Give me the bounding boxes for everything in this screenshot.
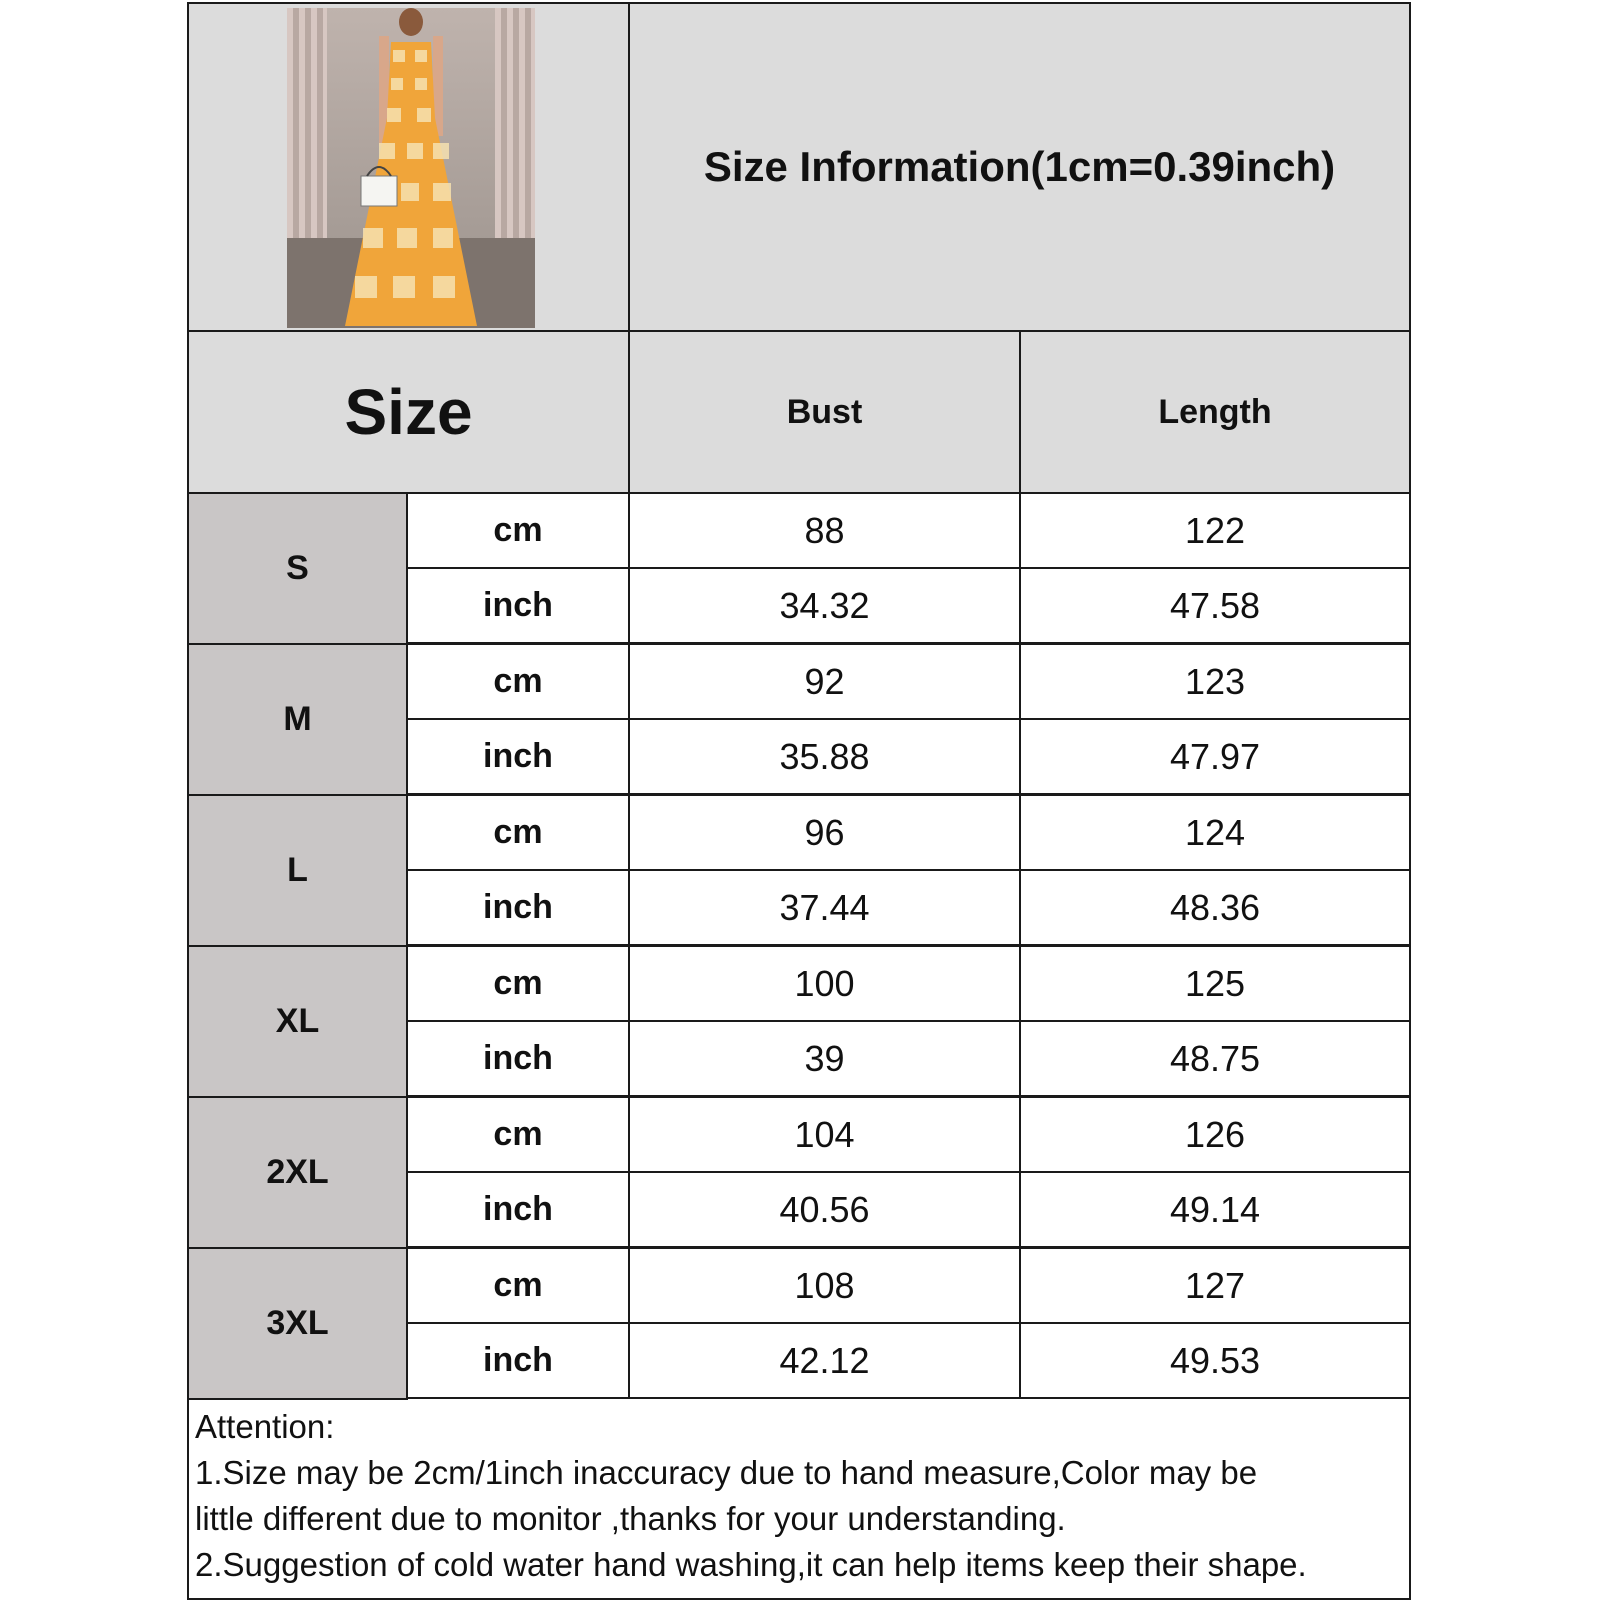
size-label: XL	[187, 945, 408, 1098]
length-value: 125	[1019, 945, 1411, 1022]
length-value: 49.14	[1019, 1171, 1411, 1248]
bust-value: 40.56	[628, 1171, 1021, 1248]
unit-label: inch	[406, 1020, 630, 1097]
bust-value: 88	[628, 492, 1021, 569]
size-information-title: Size Information(1cm=0.39inch)	[628, 2, 1411, 332]
length-header: Length	[1019, 330, 1411, 494]
attention-line-3: 2.Suggestion of cold water hand washing,it can help items keep their shape.	[195, 1546, 1307, 1583]
bust-value: 108	[628, 1247, 1021, 1324]
unit-label: cm	[406, 794, 630, 871]
size-chart	[187, 2, 1411, 1600]
length-value: 126	[1019, 1096, 1411, 1173]
length-value: 47.58	[1019, 567, 1411, 644]
bust-value: 92	[628, 643, 1021, 720]
length-value: 123	[1019, 643, 1411, 720]
length-value: 48.36	[1019, 869, 1411, 946]
bust-value: 100	[628, 945, 1021, 1022]
size-header: Size	[187, 330, 630, 494]
bust-value: 37.44	[628, 869, 1021, 946]
attention-line-1: 1.Size may be 2cm/1inch inaccuracy due to hand measure,Color may be	[195, 1454, 1258, 1491]
unit-label: inch	[406, 567, 630, 644]
attention-heading: Attention:	[195, 1408, 335, 1445]
size-label: S	[187, 492, 408, 645]
length-value: 49.53	[1019, 1322, 1411, 1399]
length-value: 122	[1019, 492, 1411, 569]
bust-value: 39	[628, 1020, 1021, 1097]
unit-label: cm	[406, 643, 630, 720]
product-photo-cell	[187, 2, 630, 332]
attention-line-2: little different due to monitor ,thanks for your understanding.	[195, 1500, 1066, 1537]
size-label: 2XL	[187, 1096, 408, 1249]
unit-label: inch	[406, 1322, 630, 1399]
length-value: 47.97	[1019, 718, 1411, 795]
length-value: 124	[1019, 794, 1411, 871]
bust-value: 96	[628, 794, 1021, 871]
bust-value: 35.88	[628, 718, 1021, 795]
bust-value: 34.32	[628, 567, 1021, 644]
unit-label: cm	[406, 1096, 630, 1173]
bust-header: Bust	[628, 330, 1021, 494]
length-value: 48.75	[1019, 1020, 1411, 1097]
size-label: 3XL	[187, 1247, 408, 1400]
unit-label: inch	[406, 869, 630, 946]
unit-label: cm	[406, 492, 630, 569]
unit-label: cm	[406, 1247, 630, 1324]
bust-value: 104	[628, 1096, 1021, 1173]
size-label: M	[187, 643, 408, 796]
unit-label: cm	[406, 945, 630, 1022]
length-value: 127	[1019, 1247, 1411, 1324]
size-label: L	[187, 794, 408, 947]
unit-label: inch	[406, 1171, 630, 1248]
product-photo	[287, 8, 535, 328]
attention-notes	[187, 1398, 1411, 1600]
bust-value: 42.12	[628, 1322, 1021, 1399]
unit-label: inch	[406, 718, 630, 795]
